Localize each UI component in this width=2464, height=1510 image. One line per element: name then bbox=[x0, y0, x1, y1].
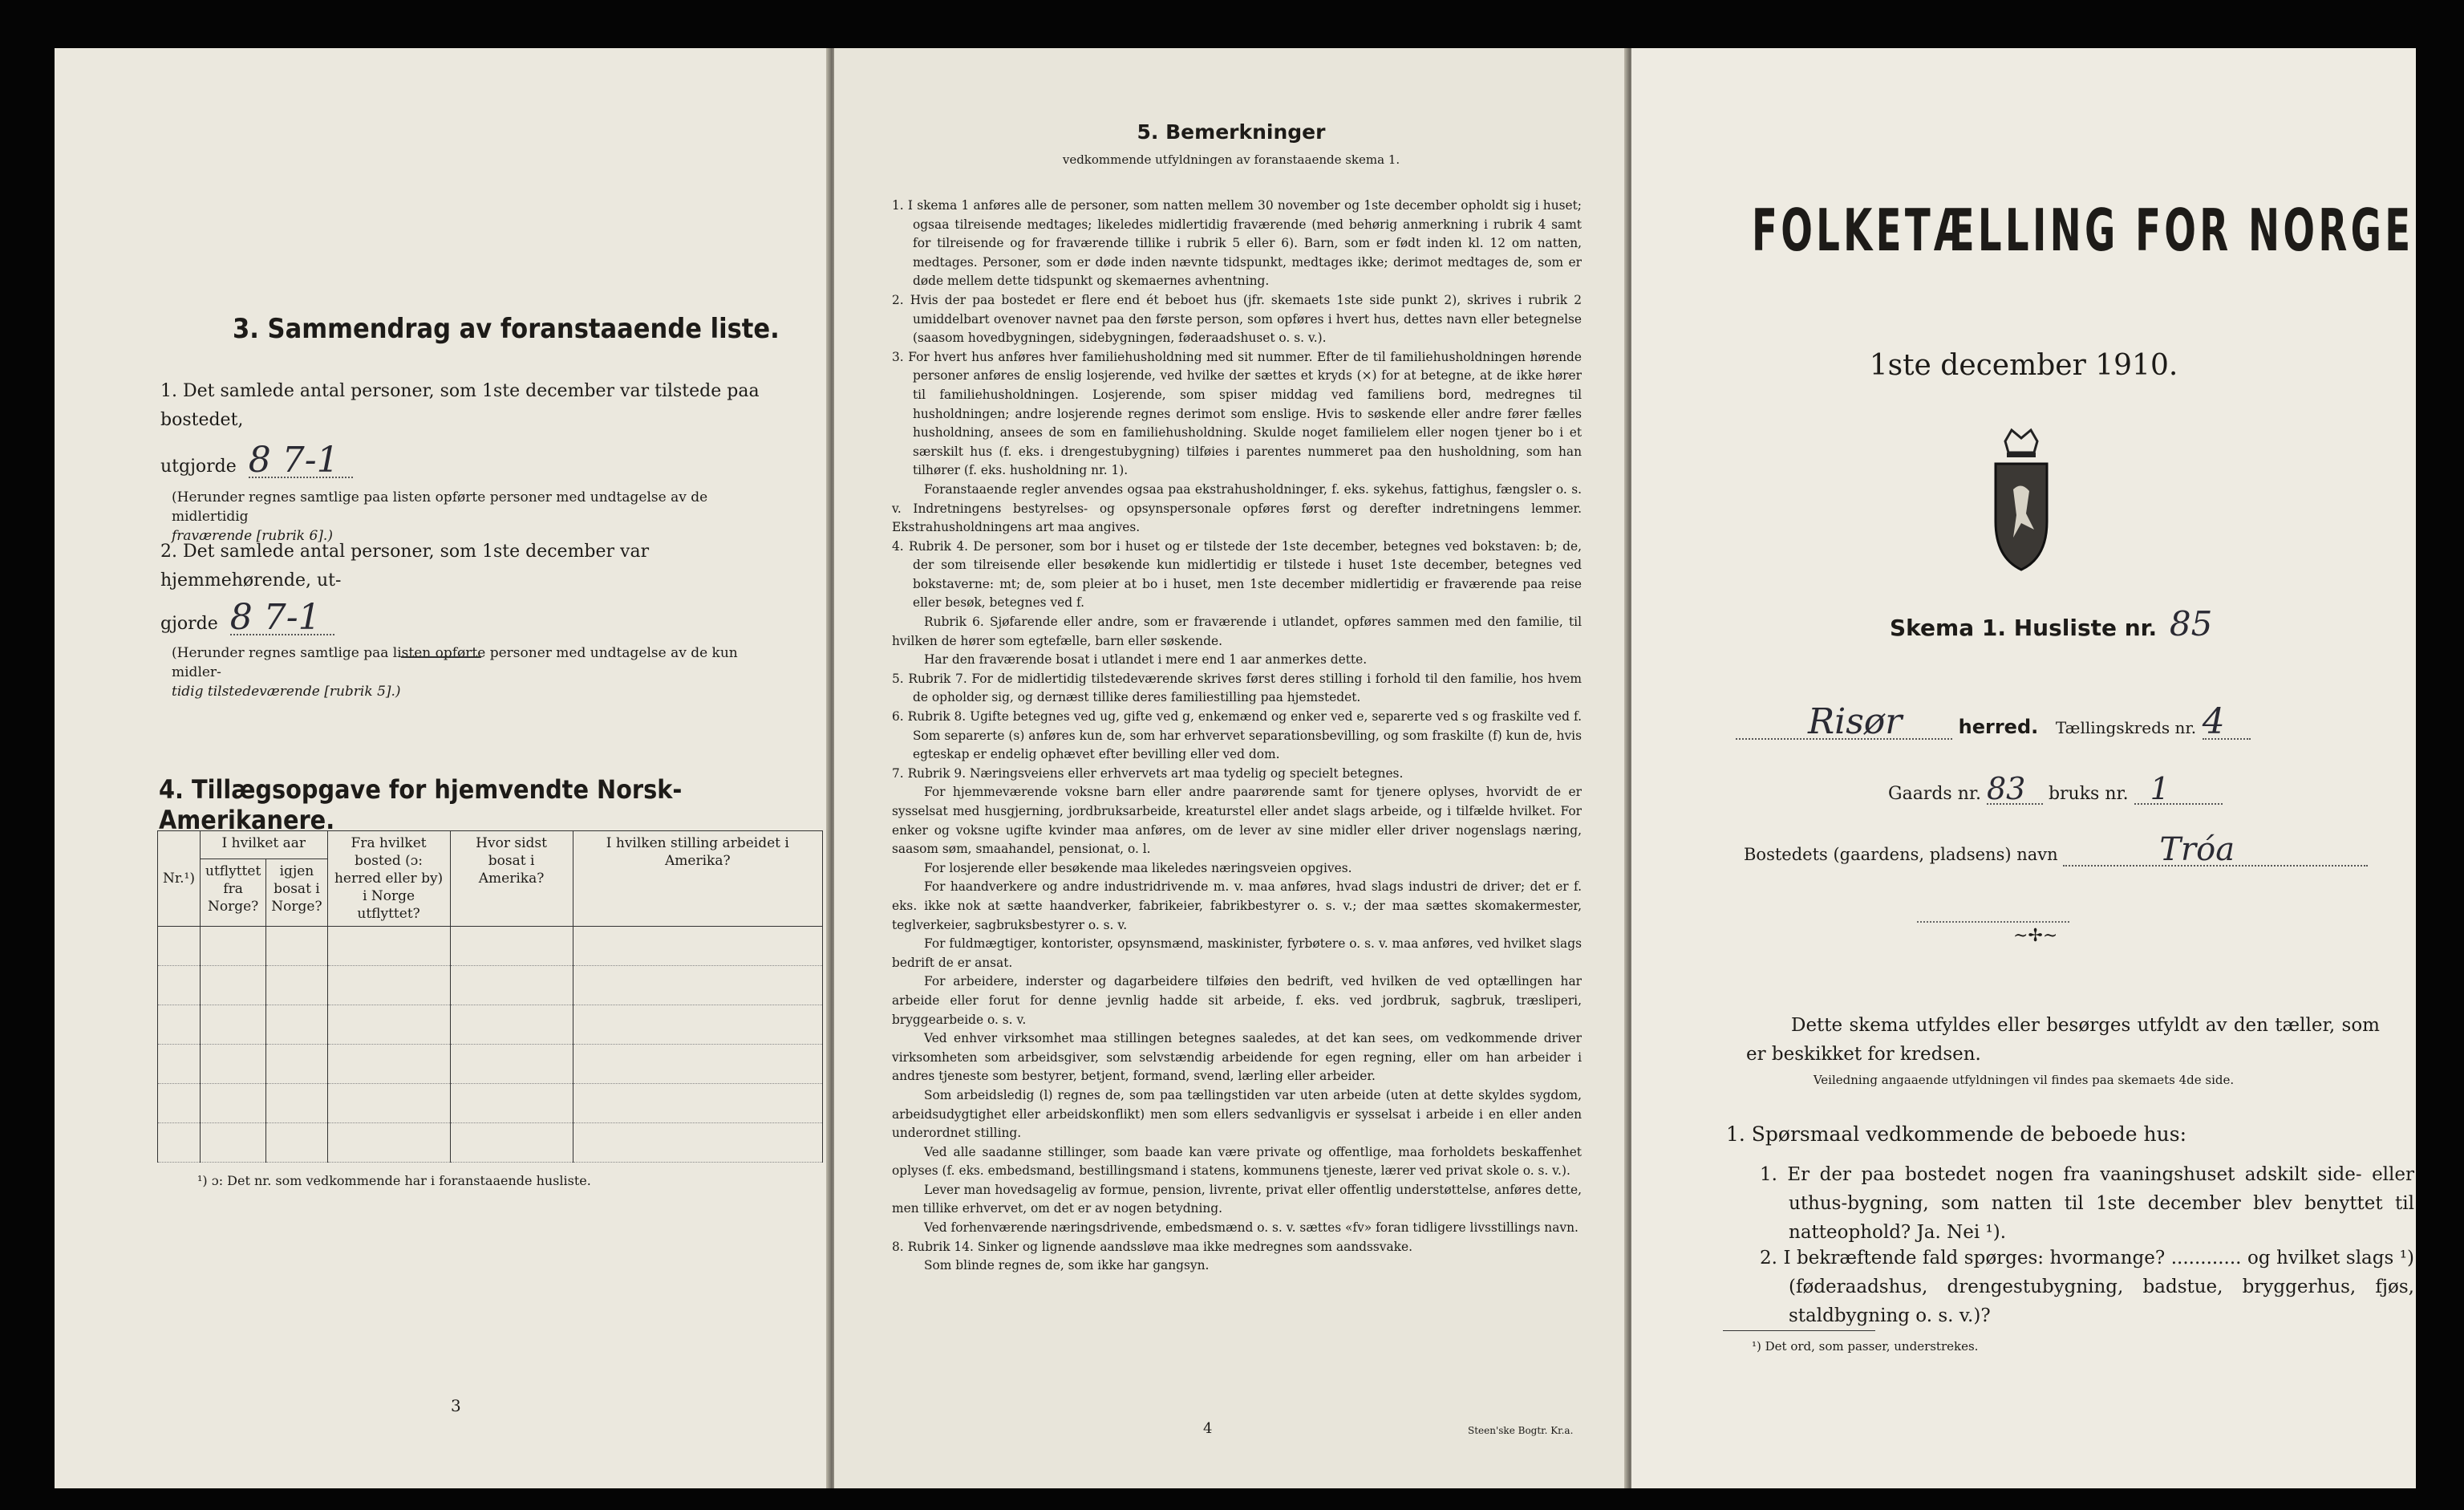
table-row bbox=[158, 1005, 823, 1045]
bosted-value: Tróa bbox=[2063, 834, 2368, 867]
remark-paragraph: Lever man hovedsagelig av formue, pension, livrente, privat eller offentlig understøttelse, anføres dette, men tillike erhvervet, om det er av nogen betydning. bbox=[892, 1182, 1582, 1216]
th-back: igjen bosat i Norge? bbox=[266, 859, 327, 926]
herred-label: herred. bbox=[1958, 716, 2039, 738]
form-title: FOLKETÆLLING FOR NORGE bbox=[1752, 197, 2414, 264]
remark-paragraph: Som blinde regnes de, som ikke har gangsyn. bbox=[924, 1258, 1210, 1273]
item2-text: 2. Det samlede antal personer, som 1ste december var hjemmehørende, ut- bbox=[160, 542, 650, 591]
remark-paragraph: For arbeidere, inderster og dagarbeidere tilføies den bedrift, ved hvilken de ved optællingen har arbeide eller forut for denne jevnlig hadde sit arbeide, f. eks. ved jordbruk, sagbruk, træsliperi, bryggearbeide o. s. v. bbox=[892, 974, 1582, 1027]
remarks-heading: 5. Bemerkninger bbox=[1137, 120, 1326, 144]
remark-paragraph: Ved alle saadanne stillinger, som baade kan være private og offentlige, maa forholdets beskaffenhet oplyses (f. eks. embedsmand, bestillingsmand i statens, kommunens tjeneste, lærer ved privat skole o. s. v.). bbox=[892, 1144, 1582, 1179]
form-date: 1ste december 1910. bbox=[1869, 349, 2178, 382]
table-row bbox=[158, 966, 823, 1005]
herred-value: Risør bbox=[1736, 706, 1952, 740]
remark-paragraph: Har den fraværende bosat i utlandet i mere end 1 aar anmerkes dette. bbox=[924, 652, 1368, 668]
section3-heading: 3. Sammendrag av foranstaaende liste. bbox=[233, 313, 780, 345]
coat-of-arms-icon bbox=[1989, 425, 2053, 578]
krets-label: Tællingskreds nr. bbox=[2055, 718, 2197, 737]
remark-paragraph: 1. I skema 1 anføres alle de personer, som natten mellem 30 november og 1ste december opholdt sig i huset; ogsaa tilreisende medtages; likeledes midlertidig fraværende (med behørig anmerkning i rubrik 4 samt for tilreisende og for fraværende tillike i rubrik 5 eller 6). Barn, som er født inden kl. 12 om natten, medtages. Personer, som er døde inden nævnte tidspunkt, medtages ikke; derimot medtages de, som er døde mellem dette tidspunkt og skemaernes avhentning. bbox=[892, 198, 1582, 289]
norsk-amerikanere-table bbox=[157, 830, 823, 1163]
remark-paragraph: 5. Rubrik 7. For de midlertidig tilstedeværende skrives først deres stilling i forhold til den familie, hos hvem de opholder sig, og dernæst tillike deres familiestilling paa hjemstedet. bbox=[892, 671, 1582, 705]
question-1: 1. Er der paa bostedet nogen fra vaaningshuset adskilt side- eller uthus-bygning, som natten til 1ste december blev benyttet til natteophold? Ja. Nei ¹). bbox=[1760, 1164, 2414, 1243]
page-left bbox=[55, 48, 831, 1488]
section4-heading: 4. Tillægsopgave for hjemvendte Norsk-Amerikanere. bbox=[159, 774, 683, 835]
schema-label: Skema 1. Husliste nr. bbox=[1890, 615, 2158, 641]
item2-value: 8 7-1 bbox=[230, 602, 334, 635]
remark-paragraph: 2. Hvis der paa bostedet er flere end ét beboet hus (jfr. skemaets 1ste side punkt 2), skrives i rubrik 2 umiddelbart ovenover navnet paa den første person, som opføres i hvert hus, dettes navn eller betegnelse (saasom hovedbygningen, sidebygningen, føderaadshuset o. s. v.). bbox=[892, 292, 1582, 346]
item2-note-1: (Herunder regnes samtlige paa listen opførte personer med undtagelse av de kun midler- bbox=[172, 645, 738, 680]
bruks-value: 1 bbox=[2134, 774, 2223, 805]
remark-paragraph: For haandverkere og andre industridrivende m. v. maa anføres, hvad slags industri de driver; det er f. eks. ikke nok at sætte haandverker, fabrikeier, fabrikbestyrer o. s. v.; der maa sættes skomakermester, teglverkeier, sagbruksbestyrer o. s. v. bbox=[892, 879, 1582, 932]
remark-paragraph: For fuldmægtiger, kontorister, opsynsmænd, maskinister, fyrbøtere o. s. v. maa anføres, ved hvilket slags bedrift de er ansat. bbox=[892, 936, 1582, 970]
herred-line bbox=[1736, 701, 2401, 742]
schema-line bbox=[1890, 604, 2213, 643]
remark-paragraph: 3. For hvert hus anføres hver familiehusholdning med sit nummer. Efter de til familiehusholdningen hørende personer anføres de enslig losjerende, ved hvilke der sættes et kryds (×) for at betegne, at de ikke hører til familiehusholdningen. Losjerende, som spiser middag ved familiens bord, medregnes til husholdningen; andre losjerende regnes derimot som enslige. Hvis to søskende eller andre fører fælles husholdning, ansees de som en familiehusholdning. Skulde noget familielem eller nogen tjener bo i et særskilt hus (f. eks. i drengestubygning) tilføies i parentes nummeret paa den husholdning, som han tilhører (f. eks. husholdning nr. 1). bbox=[892, 349, 1582, 478]
divider bbox=[401, 656, 481, 658]
table-row bbox=[158, 1084, 823, 1123]
question-2: 2. I bekræftende fald spørges: hvormange? ............ og hvilket slags ¹) (føderaadshus, drengestubygning, badstue, bryggerhus, fjøs, staldbygning o. s. v.)? bbox=[1760, 1248, 2414, 1326]
page-middle bbox=[834, 48, 1628, 1488]
table-row bbox=[158, 1123, 823, 1163]
item1-value: 8 7-1 bbox=[249, 444, 353, 478]
bruks-label: bruks nr. bbox=[2048, 784, 2129, 804]
remark-paragraph: Ved enhver virksomhet maa stillingen betegnes saaledes, at det kan sees, om vedkommende driver virksomheten som arbeidsgiver, som selvstændig arbeidende for egen regning, eller om han arbeider i andres tjeneste som bestyrer, betjent, formand, svend, lærling eller arbeider. bbox=[892, 1031, 1582, 1084]
remarks-body bbox=[892, 197, 1582, 1276]
th-job: I hvilken stilling arbeidet i Amerika? bbox=[573, 831, 822, 927]
remark-paragraph: Foranstaaende regler anvendes ogsaa paa ekstrahusholdninger, f. eks. sykehus, fattighus, fængsler o. s. v. Indretningens bestyrelses- og opsynspersonale opføres først og derefter indretningens lemmer. Ekstrahusholdningens art maa angives. bbox=[892, 481, 1582, 535]
th-nr: Nr.¹) bbox=[158, 831, 201, 927]
remark-paragraph: 4. Rubrik 4. De personer, som bor i huset og er tilstede der 1ste december, betegnes ved bokstaven: b; de, der som tilreisende eller besøkende kun midlertidig er tilstede i huset 1ste december, betegnes ved bokstaverne: mt; de, som pleier at bo i huset, men 1ste december midlertidig er fraværende paa reise eller besøk, betegnes ved f. bbox=[892, 538, 1582, 611]
th-year-group: I hvilket aar bbox=[201, 831, 328, 859]
krets-value: 4 bbox=[2203, 706, 2251, 740]
th-out: utflyttet fra Norge? bbox=[201, 859, 266, 926]
item2-note-2: tidig tilstedeværende [rubrik 5].) bbox=[172, 684, 401, 700]
table-row bbox=[158, 927, 823, 966]
item2-gjorde: gjorde bbox=[160, 614, 218, 634]
remark-paragraph: 7. Rubrik 9. Næringsveiens eller erhvervets art maa tydelig og specielt betegnes. bbox=[892, 765, 1404, 781]
bosted-line bbox=[1744, 831, 2368, 869]
page-number: 3 bbox=[451, 1396, 461, 1415]
remark-paragraph: Rubrik 6. Sjøfarende eller andre, som er fraværende i utlandet, opføres sammen med den familie, til hvilken de hører som egtefælle, barn eller søskende. bbox=[892, 615, 1582, 648]
th-from: Fra hvilket bosted (ɔ: herred eller by) i Norge utflyttet? bbox=[327, 831, 450, 927]
bosted-label: Bostedets (gaardens, pladsens) navn bbox=[1744, 845, 2058, 864]
th-where: Hvor sidst bosat i Amerika? bbox=[450, 831, 573, 927]
footnote-rule bbox=[1723, 1330, 1875, 1331]
summary-item-1 bbox=[160, 377, 786, 546]
remark-paragraph: Som arbeidsledig (l) regnes de, som paa tællingstiden var uten arbeide (uten at dette skyldes sygdom, arbeidsudygtighet eller arbeidskonflikt) men som ellers sedvanligvis er sysselsat i arbeide i en eller anden underordnet stilling. bbox=[892, 1087, 1582, 1141]
printer-mark: Steen'ske Bogtr. Kr.a. bbox=[1468, 1425, 1574, 1436]
page-right bbox=[1631, 48, 2416, 1488]
remark-paragraph: 6. Rubrik 8. Ugifte betegnes ved ug, gifte ved g, enkemænd og enker ved e, separerte ved s og fraskilte ved f. Som separerte (s) anføres kun de, som har erhvervet separationsbevilling, og som fraskilte (f) kun de, hvis egteskap er endelig ophævet efter bevilling eller ved dom. bbox=[892, 709, 1582, 762]
ornament-icon: ~✢~ bbox=[2013, 926, 2058, 946]
item1-note-2: fraværende [rubrik 6].) bbox=[172, 528, 333, 544]
item1-note-1: (Herunder regnes samtlige paa listen opførte personer med undtagelse av de midlertidig bbox=[172, 489, 708, 525]
gaards-value: 83 bbox=[1987, 774, 2043, 805]
questions-heading: 1. Spørsmaal vedkommende de beboede hus: bbox=[1726, 1122, 2186, 1146]
footnote: ¹) Det ord, som passer, understrekes. bbox=[1752, 1339, 1979, 1354]
remark-paragraph: For losjerende eller besøkende maa likeledes næringsveien opgives. bbox=[924, 860, 1352, 875]
footnote: ¹) ɔ: Det nr. som vedkommende har i foranstaaende husliste. bbox=[197, 1173, 591, 1188]
gaards-label: Gaards nr. bbox=[1888, 784, 1981, 804]
summary-item-2 bbox=[160, 538, 786, 701]
remarks-subheading: vedkommende utfyldningen av foranstaaende skema 1. bbox=[1062, 152, 1400, 167]
ornament-line bbox=[1917, 921, 2069, 923]
remark-paragraph: Ved forhenværende næringsdrivende, embedsmænd o. s. v. sættes «fv» foran tidligere livsstillings navn. bbox=[924, 1220, 1578, 1236]
intro-text: Dette skema utfyldes eller besørges utfyldt av den tæller, som er beskikket for kredsen. bbox=[1746, 1015, 2380, 1065]
gaards-line bbox=[1888, 771, 2223, 809]
intro-note: Veiledning angaaende utfyldningen vil findes paa skemaets 4de side. bbox=[1813, 1073, 2235, 1087]
item1-utgjorde: utgjorde bbox=[160, 457, 237, 477]
remark-paragraph: For hjemmeværende voksne barn eller andre paarørende samt for tjenere oplyses, hvorvidt de er sysselsat med husgjerning, jordbruksarbeide, kreaturstel eller andet slags arbeide, og i tilfælde hvilket. For enker og voksne ugifte kvinder maa anføres, om de lever av sine midler eller driver nogenslags næring, saasom søm, smaahandel, pensionat, o. l. bbox=[892, 785, 1582, 857]
schema-value: 85 bbox=[2169, 604, 2213, 643]
table-row bbox=[158, 1045, 823, 1084]
remark-paragraph: 8. Rubrik 14. Sinker og lignende aandssløve maa ikke medregnes som aandssvake. bbox=[892, 1239, 1412, 1254]
item1-text: 1. Det samlede antal personer, som 1ste december var tilstede paa bostedet, bbox=[160, 381, 760, 430]
page-number: 4 bbox=[1203, 1420, 1213, 1437]
